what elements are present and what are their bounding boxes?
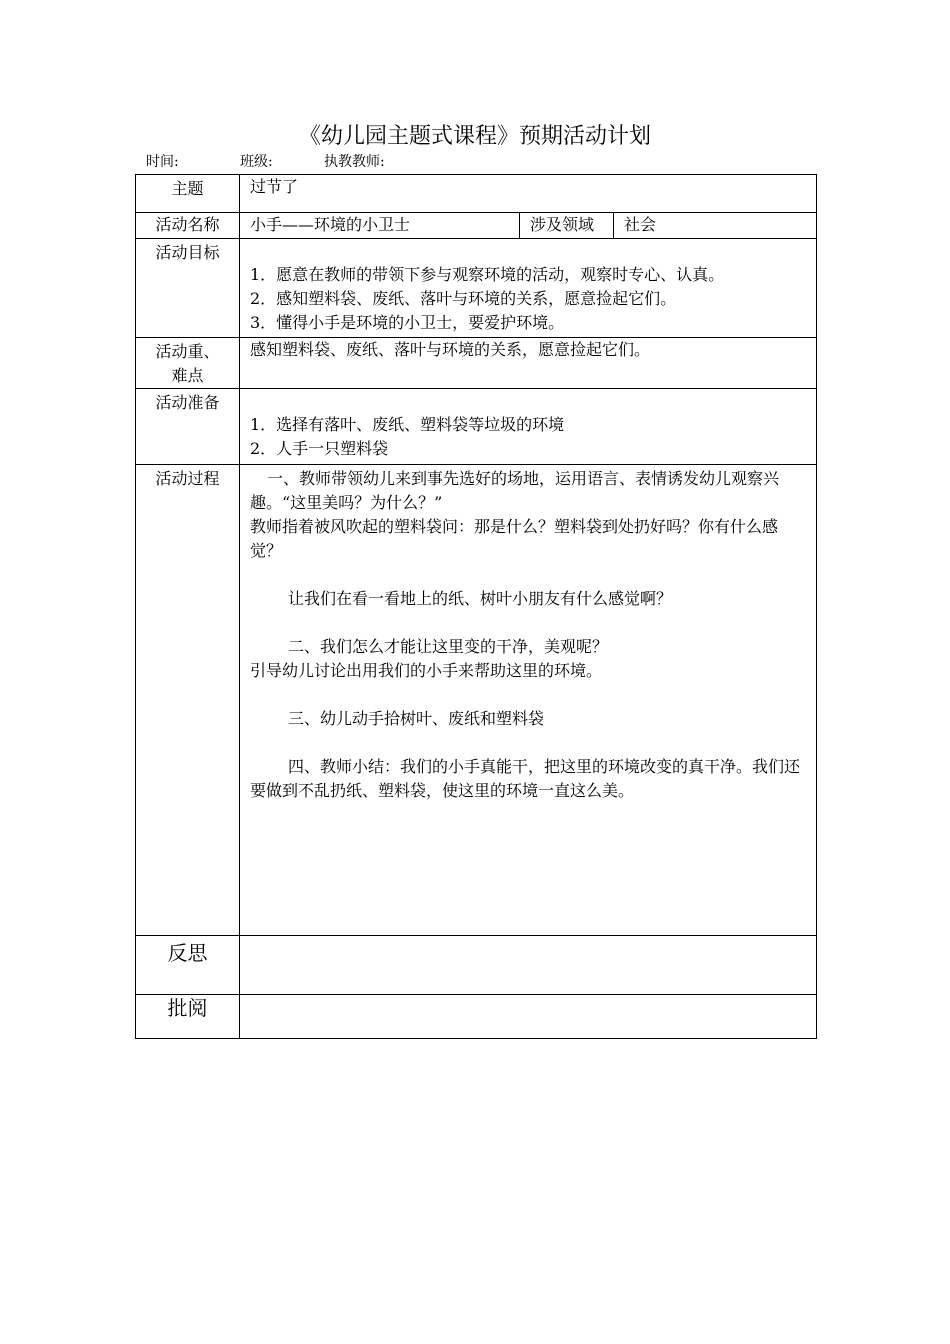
- page-title: 《幼儿园主题式课程》预期活动计划: [298, 124, 651, 149]
- process-row: [136, 465, 817, 936]
- time-label: 时间:: [146, 154, 179, 170]
- process-step-2-followup: 引导幼儿讨论出用我们的小手来帮助这里的环境。: [250, 661, 603, 680]
- activity-name-row: [136, 213, 817, 239]
- process-step-1-extra: 让我们在看一看地上的纸、树叶小朋友有什么感觉啊？: [288, 589, 673, 608]
- goal-item: 1．愿意在教师的带领下参与观察环境的活动，观察时专心、认真。: [250, 265, 725, 284]
- goals-list: [240, 239, 817, 338]
- process-step-1-followup: 教师指着被风吹起的塑料袋问：那是什么？塑料袋到处扔好吗？你有什么感觉？: [250, 517, 779, 560]
- preparation-row: [136, 389, 817, 465]
- review-row: [136, 995, 817, 1039]
- key-points-label-line1: 活动重、: [155, 342, 220, 361]
- key-points-value: 感知塑料袋、废纸、落叶与环境的关系，愿意捡起它们。: [240, 338, 817, 389]
- preparation-item: 2．人手一只塑料袋: [250, 439, 389, 458]
- teacher-label: 执教教师:: [324, 154, 385, 170]
- activity-name-label: 活动名称: [136, 213, 240, 239]
- goals-row: [136, 239, 817, 338]
- process-step-3: 三、幼儿动手拾树叶、废纸和塑料袋: [288, 709, 545, 728]
- process-step-4: 四、教师小结：我们的小手真能干，把这里的环境改变的真干净。我们还要做到不乱扔纸、塑料袋，使这里的环境一直这么美。: [250, 757, 801, 800]
- reflection-value: [240, 936, 817, 995]
- process-label: 活动过程: [136, 465, 240, 936]
- preparation-label: 活动准备: [136, 389, 240, 465]
- domain-value: 社会: [614, 213, 817, 239]
- goal-item: 2．感知塑料袋、废纸、落叶与环境的关系，愿意捡起它们。: [250, 289, 677, 308]
- theme-value: 过节了: [240, 175, 817, 213]
- class-label: 班级:: [240, 154, 273, 170]
- key-points-label: [136, 338, 240, 389]
- activity-name-value: 小手——环境的小卫士: [240, 213, 520, 239]
- reflection-row: [136, 936, 817, 995]
- process-step-2: 二、我们怎么才能让这里变的干净，美观呢？: [288, 637, 609, 656]
- process-step-1: 一、教师带领幼儿来到事先选好的场地，运用语言、表情诱发幼儿观察兴趣。“这里美吗？为什么？”: [250, 469, 780, 512]
- preparation-item: 1．选择有落叶、废纸、塑料袋等垃圾的环境: [250, 415, 565, 434]
- goal-item: 3．懂得小手是环境的小卫士，要爱护环境。: [250, 313, 565, 332]
- activity-plan-table: [135, 174, 817, 1039]
- review-value: [240, 995, 817, 1039]
- goals-label: 活动目标: [136, 239, 240, 338]
- theme-label: 主题: [136, 175, 240, 213]
- domain-label: 涉及领域: [520, 213, 614, 239]
- theme-row: [136, 175, 817, 213]
- reflection-label: 反思: [136, 936, 240, 995]
- review-label: 批阅: [136, 995, 240, 1039]
- preparation-list: [240, 389, 817, 465]
- key-points-row: [136, 338, 817, 389]
- key-points-label-line2: 难点: [171, 366, 204, 385]
- process-content: [240, 465, 817, 936]
